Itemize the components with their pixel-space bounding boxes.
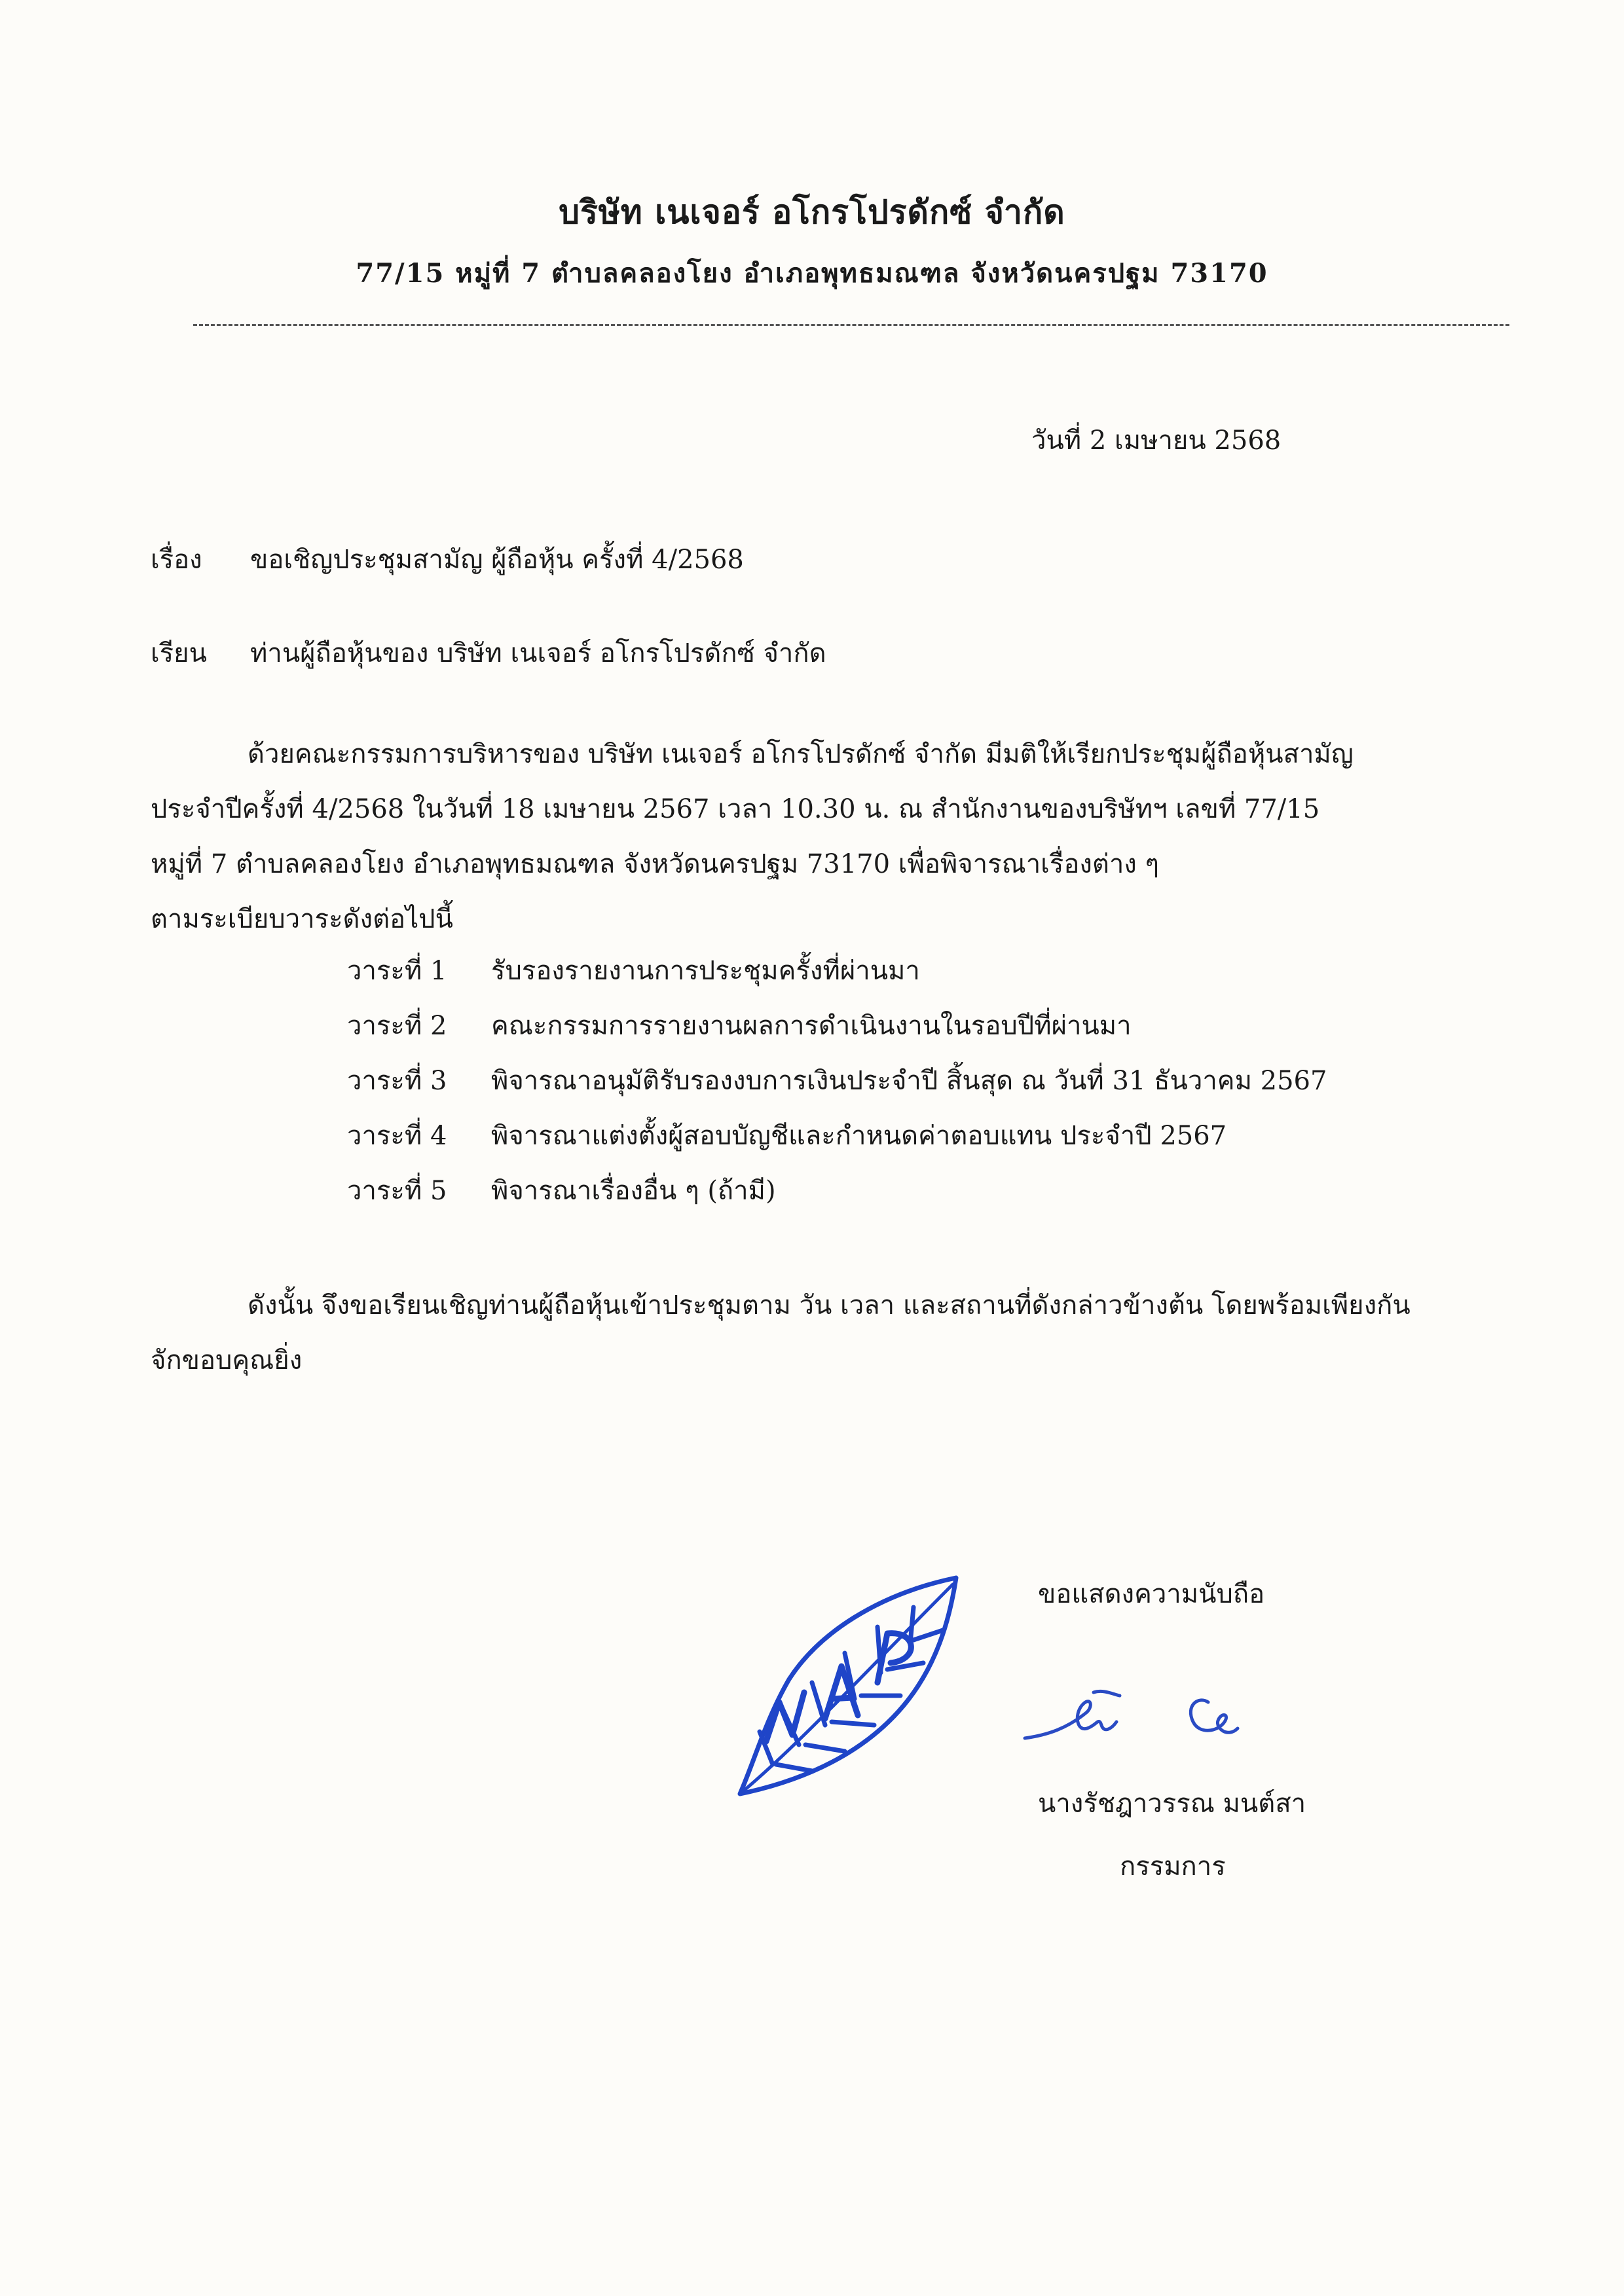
agenda-number: วาระที่ 4 [347, 1121, 447, 1151]
agenda-number: วาระที่ 2 [347, 1011, 447, 1041]
handwritten-signature-icon [1022, 1676, 1270, 1755]
body-line: ด้วยคณะกรรมการบริหารของ บริษัท เนเจอร์ อโกรโปรดักซ์ จำกัด มีมติให้เรียกประชุมผู้ถือหุ้นสามัญ [248, 739, 1354, 769]
agenda-item [347, 1053, 1327, 1108]
agenda-item [347, 1163, 1327, 1218]
agenda-item [347, 943, 1327, 998]
agenda-text: คณะกรรมการรายงานผลการดำเนินงานในรอบปีที่ผ่านมา [491, 1011, 1132, 1041]
company-address: 77/15 หมู่ที่ 7 ตำบลคลองโยง อำเภอพุทธมณฑล จังหวัดนครปฐม 73170 [356, 258, 1268, 289]
recipient-text: ท่านผู้ถือหุ้นของ บริษัท เนเจอร์ อโกรโปรดักซ์ จำกัด [250, 638, 826, 668]
subject-label: เรื่อง [151, 545, 202, 575]
subject-text: ขอเชิญประชุมสามัญ ผู้ถือหุ้น ครั้งที่ 4/2568 [250, 545, 744, 575]
agenda-number: วาระที่ 5 [347, 1176, 447, 1206]
agenda-list [347, 943, 1327, 1218]
agenda-text: พิจารณาอนุมัติรับรองงบการเงินประจำปี สิ้นสุด ณ วันที่ 31 ธันวาคม 2567 [491, 1066, 1327, 1096]
agenda-text: รับรองรายงานการประชุมครั้งที่ผ่านมา [491, 956, 920, 986]
agenda-text: พิจารณาแต่งตั้งผู้สอบบัญชีและกำหนดค่าตอบแทน ประจำปี 2567 [491, 1121, 1227, 1151]
body-line: หมู่ที่ 7 ตำบลคลองโยง อำเภอพุทธมณฑล จังหวัดนครปฐม 73170 เพื่อพิจารณาเรื่องต่าง ๆ [151, 849, 1160, 879]
closing-line: ดังนั้น จึงขอเรียนเชิญท่านผู้ถือหุ้นเข้าประชุมตาม วัน เวลา และสถานที่ดังกล่าวข้างต้น โดยพร้อมเพียงกัน [248, 1290, 1411, 1321]
agenda-text: พิจารณาเรื่องอื่น ๆ (ถ้ามี) [491, 1176, 776, 1206]
agenda-item [347, 998, 1327, 1053]
leaf-seal-icon [727, 1568, 969, 1804]
body-paragraph [151, 727, 1500, 947]
company-name: บริษัท เนเจอร์ อโกรโปรดักซ์ จำกัด [559, 192, 1065, 231]
header-divider [193, 324, 1509, 326]
signer-name: นางรัชฎาวรรณ มนต์สา [1038, 1789, 1306, 1819]
body-line: ตามระเบียบวาระดังต่อไปนี้ [151, 904, 453, 934]
recipient-label: เรียน [151, 638, 207, 668]
signer-title: กรรมการ [1120, 1851, 1226, 1882]
closing-paragraph [151, 1278, 1500, 1388]
agenda-number: วาระที่ 1 [347, 956, 447, 986]
agenda-item [347, 1108, 1327, 1163]
closing-line: จักขอบคุณยิ่ง [151, 1345, 303, 1376]
agenda-number: วาระที่ 3 [347, 1066, 447, 1096]
body-line: ประจำปีครั้งที่ 4/2568 ในวันที่ 18 เมษายน 2567 เวลา 10.30 น. ณ สำนักงานของบริษัทฯ เลขที่ 77/15 [151, 794, 1320, 824]
letter-date: วันที่ 2 เมษายน 2568 [1031, 426, 1282, 456]
regards-text: ขอแสดงความนับถือ [1038, 1579, 1265, 1609]
